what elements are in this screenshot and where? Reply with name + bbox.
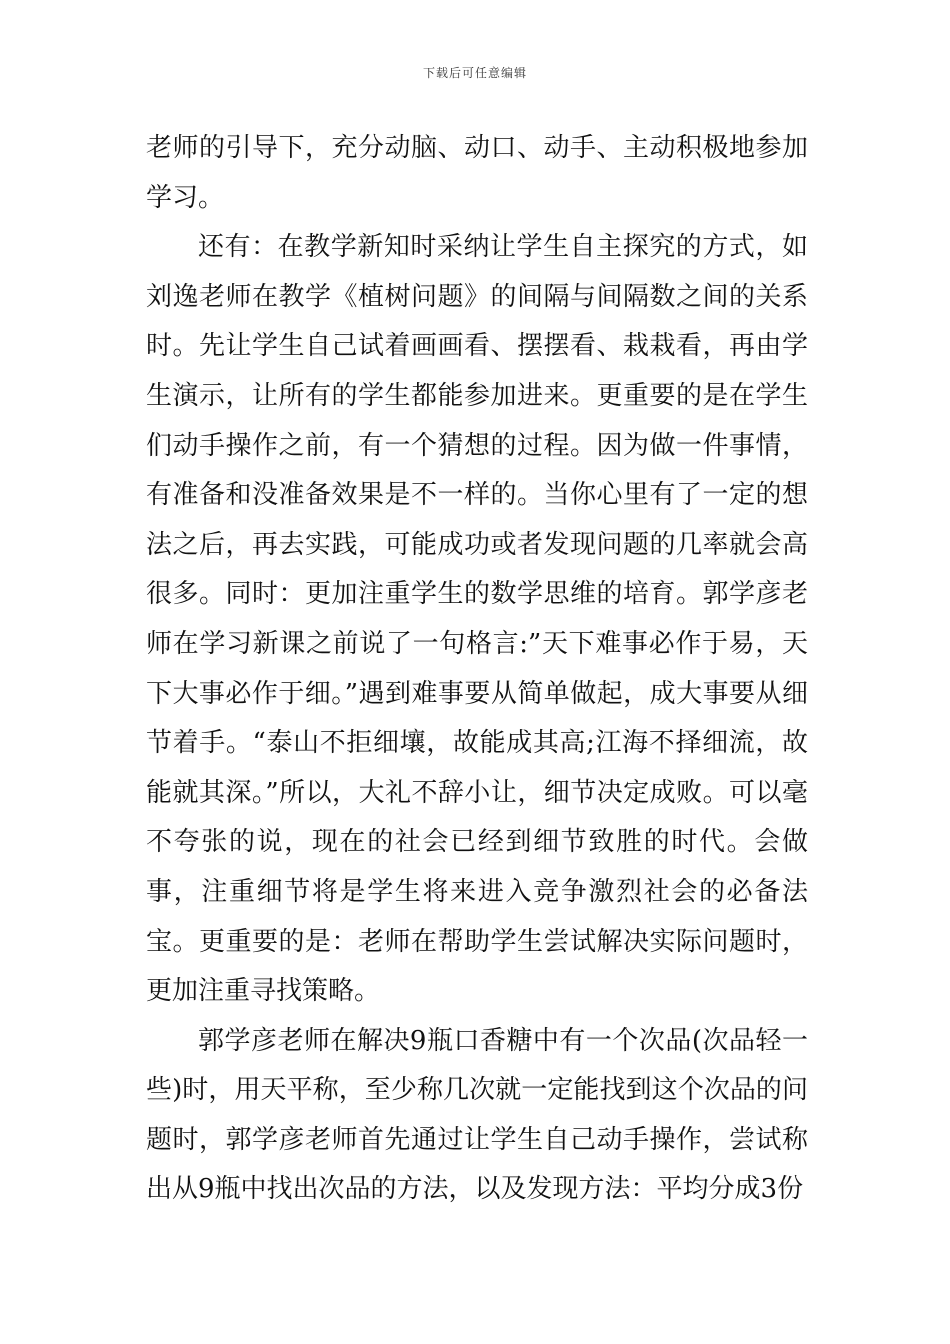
paragraph-continued: 老师的引导下，充分动脑、动口、动手、主动积极地参加学习。 [146, 133, 808, 213]
document-body [146, 124, 808, 1215]
paragraph-exploration: 还有：在教学新知时采纳让学生自主探究的方式，如刘逸老师在教学《植树问题》的间隔与间隔数之间的关系时。先让学生自己试着画画看、摆摆看、栽栽看，再由学生演示，让所有的学生都能参加进来。更重要的是在学生们动手操作之前，有一个猜想的过程。因为做一件事情，有准备和没准备效果是不一样的。当你心里有了一定的想法之后，再去实践，可能成功或者发现问题的几率就会高很多。同时：更加注重学生的数学思维的培育。郭学彦老师在学习新课之前说了一句格言:”天下难事必作于易，天下大事必作于细。”遇到难事要从简单做起，成大事要从细节着手。“泰山不拒细壤，故能成其高;江海不择细流，故能就其深。”所以，大礼不辞小让，细节决定成败。可以毫不夸张的说，现在的社会已经到细节致胜的时代。会做事，注重细节将是学生将来进入竞争激烈社会的必备法宝。更重要的是：老师在帮助学生尝试解决实际问题时，更加注重寻找策略。 [146, 232, 808, 1007]
paragraph-defective-item: 郭学彦老师在解决9瓶口香糖中有一个次品(次品轻一些)时，用天平称，至少称几次就一定能找到这个次品的问题时，郭学彦老师首先通过让学生自己动手操作，尝试称出从9瓶中找出次品的方法，以及发现方法：平均分成3份 [146, 1025, 808, 1205]
page-header: 下载后可任意编辑 [422, 66, 527, 80]
